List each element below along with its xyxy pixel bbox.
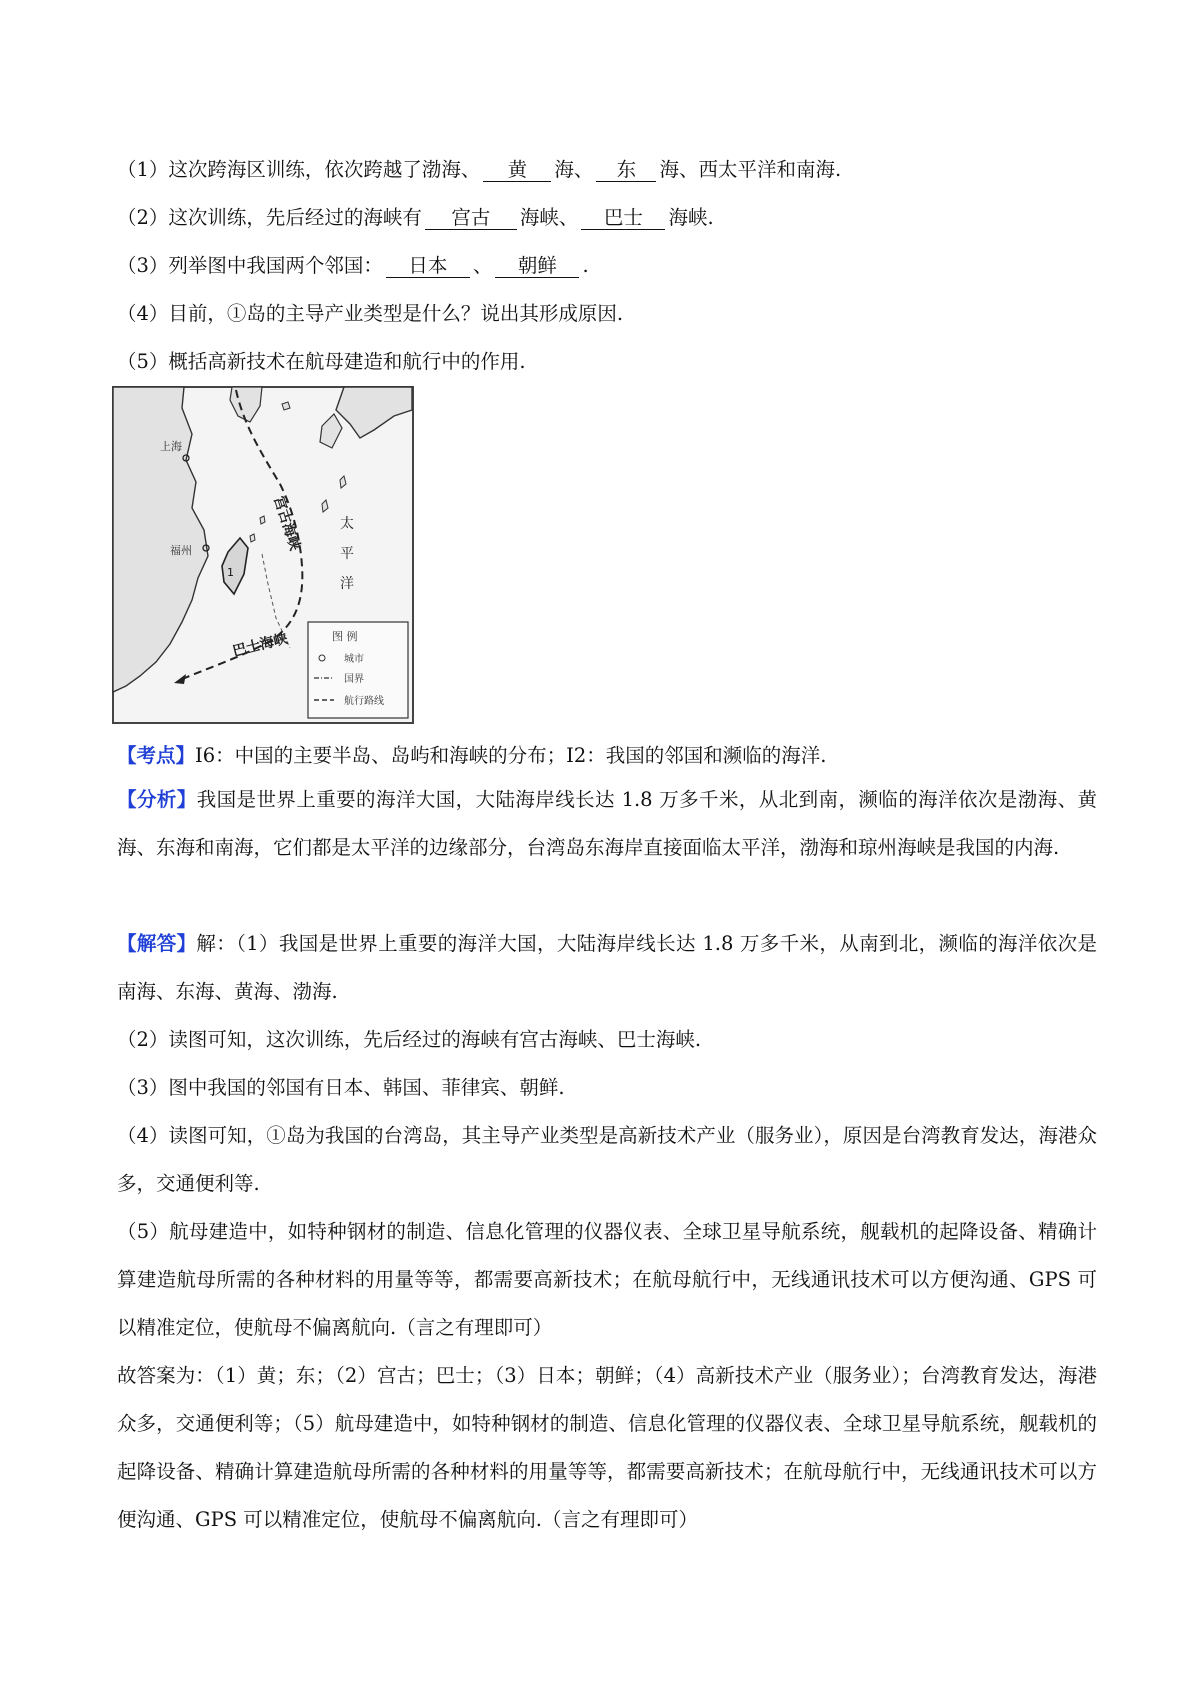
legend-item-route: 航行路线 [344, 696, 384, 707]
legend-title: 图 例 [332, 630, 358, 643]
question-1: （1）这次跨海区训练，依次跨越了渤海、 黄 海、 东 海、西太平洋和南海. [117, 158, 842, 181]
strait-label-miyako: 宫古海峡 [270, 494, 303, 553]
legend-item-boundary: 国界 [344, 674, 364, 685]
jieda-text: 解：（1）我国是世界上重要的海洋大国，大陆海岸线长达 1.8 万多千米，从南到北，濒临的海洋依次是南海、东海、黄海、渤海. [117, 932, 1097, 1003]
answer-3: （3）图中我国的邻国有日本、韩国、菲律宾、朝鲜. [117, 1076, 565, 1099]
question-2: （2）这次训练，先后经过的海峡有 宫古 海峡、 巴士 海峡. [117, 206, 714, 229]
question-3: （3）列举图中我国两个邻国： 日本 、 朝鲜 . [117, 254, 589, 277]
answer-blank: 日本 [386, 255, 470, 278]
map-figure [112, 386, 414, 724]
island-marker: 1 [227, 566, 234, 579]
kaodian-text: I6：中国的主要半岛、岛屿和海峡的分布；I2：我国的邻国和濒临的海洋. [195, 744, 827, 767]
ocean-label-1: 太 [340, 516, 354, 532]
answer-2: （2）读图可知，这次训练，先后经过的海峡有宫古海峡、巴士海峡. [117, 1028, 702, 1051]
kaodian-line [117, 742, 826, 770]
answer-5: （5）航母建造中，如特种钢材的制造、信息化管理的仪器仪表、全球卫星导航系统，舰载机的起降设备、精确计算建造航母所需的各种材料的用量等等，都需要高新技术；在航母航行中，无线通讯技术可以方便沟通、GPS 可以精准定位，使航母不偏离航向.（言之有理即可） [117, 1220, 1097, 1339]
ocean-label-2: 平 [340, 546, 354, 562]
kaodian-tag: 【考点】 [117, 744, 196, 767]
question-5: （5）概括高新技术在航母建造和航行中的作用. [117, 350, 526, 373]
answer-4: （4）读图可知，①岛为我国的台湾岛，其主导产业类型是高新技术产业（服务业），原因是台湾教育发达，海港众多，交通便利等. [117, 1124, 1097, 1195]
jieda-tag: 【解答】 [117, 932, 197, 955]
question-4: （4）目前，①岛的主导产业类型是什么？说出其形成原因. [117, 302, 624, 325]
city-label-shanghai: 上海 [160, 440, 182, 453]
fenxi-paragraph [117, 776, 1097, 872]
final-answer: 故答案为：（1）黄；东；（2）宫古；巴士；（3）日本；朝鲜；（4）高新技术产业（服务业）；台湾教育发达，海港众多，交通便利等；（5）航母建造中，如特种钢材的制造、信息化管理的仪器仪表、全球卫星导航系统，舰载机的起降设备、精确计算建造航母所需的各种材料的用量等等，都需要高新技术；在航母航行中，无线通讯技术可以方便沟通、GPS 可以精准定位，使航母不偏离航向.（言之有理即可） [117, 1364, 1097, 1531]
ocean-label-3: 洋 [340, 576, 354, 592]
answer-blank: 宫古 [425, 207, 517, 230]
answer-blank: 朝鲜 [495, 255, 579, 278]
answer-blank: 东 [596, 159, 656, 182]
fenxi-tag: 【分析】 [117, 788, 197, 811]
strait-label-bashi: 巴士海峡 [231, 630, 290, 660]
legend-item-city: 城市 [344, 654, 364, 665]
city-label-fuzhou: 福州 [170, 544, 192, 557]
answer-blank: 黄 [483, 159, 551, 182]
jieda-paragraph [117, 920, 1097, 1016]
fenxi-text: 我国是世界上重要的海洋大国，大陆海岸线长达 1.8 万多千米，从北到南，濒临的海洋依次是渤海、黄海、东海和南海，它们都是太平洋的边缘部分，台湾岛东海岸直接面临太平洋，渤海和琼州海峡是我国的内海. [117, 788, 1097, 859]
answer-blank: 巴士 [581, 207, 665, 230]
